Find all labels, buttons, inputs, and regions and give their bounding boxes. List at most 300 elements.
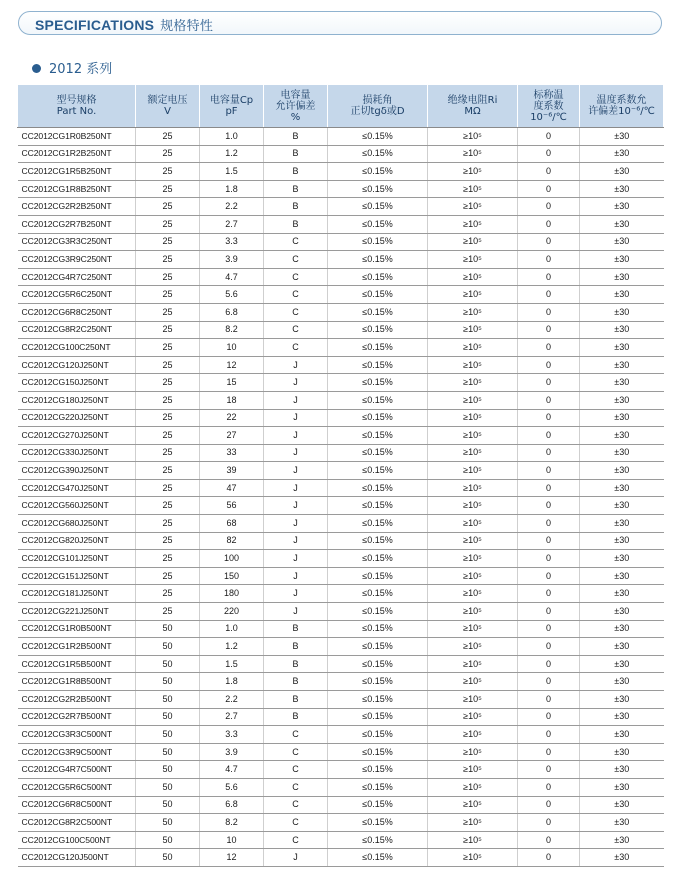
cell-temp-coefficient: 0 (518, 163, 580, 181)
cell-part-no: CC2012CG180J250NT (18, 391, 136, 409)
cell-part-no: CC2012CG680J250NT (18, 515, 136, 533)
cell-temp-coefficient: 0 (518, 814, 580, 832)
column-header-line: 损耗角 (362, 95, 393, 106)
cell-insulation-resistance: ≥10⁵ (428, 567, 518, 585)
cell-temp-coefficient: 0 (518, 479, 580, 497)
cell-temp-coefficient-tolerance: ±30 (580, 620, 664, 638)
cell-part-no: CC2012CG4R7C500NT (18, 761, 136, 779)
cell-capacitance: 3.9 (200, 251, 264, 269)
cell-tolerance: J (264, 409, 328, 427)
cell-insulation-resistance: ≥10⁵ (428, 849, 518, 867)
table-row (18, 655, 664, 673)
cell-dissipation-factor: ≤0.15% (328, 550, 428, 568)
cell-capacitance: 27 (200, 427, 264, 445)
cell-insulation-resistance: ≥10⁵ (428, 550, 518, 568)
cell-dissipation-factor: ≤0.15% (328, 497, 428, 515)
cell-dissipation-factor: ≤0.15% (328, 708, 428, 726)
cell-rated-voltage: 25 (136, 145, 200, 163)
table-body (18, 128, 664, 867)
cell-temp-coefficient-tolerance: ±30 (580, 163, 664, 181)
cell-temp-coefficient: 0 (518, 831, 580, 849)
cell-dissipation-factor: ≤0.15% (328, 180, 428, 198)
cell-rated-voltage: 25 (136, 268, 200, 286)
cell-dissipation-factor: ≤0.15% (328, 585, 428, 603)
cell-temp-coefficient-tolerance: ±30 (580, 180, 664, 198)
column-header-line: 额定电压 (147, 95, 188, 106)
cell-rated-voltage: 25 (136, 497, 200, 515)
table-row (18, 462, 664, 480)
cell-rated-voltage: 25 (136, 585, 200, 603)
cell-temp-coefficient: 0 (518, 215, 580, 233)
cell-tolerance: C (264, 321, 328, 339)
column-header-line: 允许偏差 (275, 100, 316, 112)
cell-dissipation-factor: ≤0.15% (328, 462, 428, 480)
table-row (18, 356, 664, 374)
cell-tolerance: J (264, 567, 328, 585)
column-header-line: 绝缘电阻Ri (447, 95, 498, 106)
cell-capacitance: 10 (200, 339, 264, 357)
cell-rated-voltage: 25 (136, 339, 200, 357)
cell-insulation-resistance: ≥10⁵ (428, 409, 518, 427)
cell-insulation-resistance: ≥10⁵ (428, 233, 518, 251)
column-header-line: % (290, 111, 301, 123)
table-row (18, 691, 664, 709)
cell-tolerance: J (264, 849, 328, 867)
cell-temp-coefficient: 0 (518, 233, 580, 251)
column-header-line: pF (225, 106, 238, 117)
cell-insulation-resistance: ≥10⁵ (428, 638, 518, 656)
cell-part-no: CC2012CG3R3C250NT (18, 233, 136, 251)
cell-insulation-resistance: ≥10⁵ (428, 603, 518, 621)
cell-rated-voltage: 25 (136, 233, 200, 251)
cell-dissipation-factor: ≤0.15% (328, 532, 428, 550)
cell-insulation-resistance: ≥10⁵ (428, 743, 518, 761)
table-row (18, 550, 664, 568)
table-row (18, 778, 664, 796)
cell-part-no: CC2012CG8R2C500NT (18, 814, 136, 832)
cell-capacitance: 4.7 (200, 268, 264, 286)
cell-tolerance: B (264, 180, 328, 198)
table-row (18, 726, 664, 744)
cell-temp-coefficient-tolerance: ±30 (580, 532, 664, 550)
cell-part-no: CC2012CG1R0B250NT (18, 128, 136, 146)
cell-tolerance: J (264, 532, 328, 550)
cell-insulation-resistance: ≥10⁵ (428, 339, 518, 357)
cell-part-no: CC2012CG150J250NT (18, 374, 136, 392)
table-row (18, 321, 664, 339)
cell-temp-coefficient-tolerance: ±30 (580, 479, 664, 497)
cell-part-no: CC2012CG3R9C500NT (18, 743, 136, 761)
cell-part-no: CC2012CG2R2B250NT (18, 198, 136, 216)
cell-insulation-resistance: ≥10⁵ (428, 831, 518, 849)
cell-temp-coefficient: 0 (518, 638, 580, 656)
cell-part-no: CC2012CG1R8B500NT (18, 673, 136, 691)
column-header-temp-coefficient-tolerance (580, 85, 664, 128)
cell-temp-coefficient: 0 (518, 603, 580, 621)
column-header-line: 许偏差10⁻⁶/℃ (588, 106, 655, 117)
column-header-tolerance (264, 85, 328, 128)
header-bar (18, 11, 662, 35)
table-row (18, 374, 664, 392)
cell-insulation-resistance: ≥10⁵ (428, 691, 518, 709)
cell-capacitance: 3.9 (200, 743, 264, 761)
table-row (18, 479, 664, 497)
cell-temp-coefficient-tolerance: ±30 (580, 303, 664, 321)
series-heading (32, 58, 112, 77)
cell-capacitance: 1.0 (200, 620, 264, 638)
cell-rated-voltage: 50 (136, 849, 200, 867)
column-header-line: V (164, 106, 171, 117)
cell-tolerance: C (264, 761, 328, 779)
cell-rated-voltage: 50 (136, 796, 200, 814)
cell-rated-voltage: 25 (136, 427, 200, 445)
cell-temp-coefficient: 0 (518, 180, 580, 198)
cell-part-no: CC2012CG1R5B500NT (18, 655, 136, 673)
cell-tolerance: B (264, 163, 328, 181)
cell-part-no: CC2012CG6R8C500NT (18, 796, 136, 814)
cell-temp-coefficient-tolerance: ±30 (580, 374, 664, 392)
cell-temp-coefficient-tolerance: ±30 (580, 198, 664, 216)
cell-insulation-resistance: ≥10⁵ (428, 515, 518, 533)
cell-capacitance: 1.8 (200, 180, 264, 198)
cell-capacitance: 47 (200, 479, 264, 497)
cell-temp-coefficient-tolerance: ±30 (580, 145, 664, 163)
cell-part-no: CC2012CG330J250NT (18, 444, 136, 462)
cell-rated-voltage: 25 (136, 251, 200, 269)
cell-tolerance: B (264, 215, 328, 233)
cell-insulation-resistance: ≥10⁵ (428, 708, 518, 726)
cell-rated-voltage: 50 (136, 691, 200, 709)
cell-insulation-resistance: ≥10⁵ (428, 479, 518, 497)
table-row (18, 620, 664, 638)
cell-insulation-resistance: ≥10⁵ (428, 391, 518, 409)
column-header-line: 度系数 (533, 100, 564, 112)
table-row (18, 391, 664, 409)
table-row (18, 814, 664, 832)
cell-capacitance: 5.6 (200, 778, 264, 796)
cell-insulation-resistance: ≥10⁵ (428, 462, 518, 480)
cell-capacitance: 15 (200, 374, 264, 392)
cell-rated-voltage: 50 (136, 655, 200, 673)
table-row (18, 743, 664, 761)
column-header-line: 标称温 (533, 89, 564, 101)
cell-rated-voltage: 50 (136, 620, 200, 638)
table-row (18, 673, 664, 691)
cell-part-no: CC2012CG120J250NT (18, 356, 136, 374)
cell-rated-voltage: 50 (136, 831, 200, 849)
cell-insulation-resistance: ≥10⁵ (428, 374, 518, 392)
cell-insulation-resistance: ≥10⁵ (428, 655, 518, 673)
cell-rated-voltage: 25 (136, 180, 200, 198)
cell-part-no: CC2012CG151J250NT (18, 567, 136, 585)
cell-rated-voltage: 25 (136, 286, 200, 304)
cell-capacitance: 1.2 (200, 145, 264, 163)
cell-temp-coefficient: 0 (518, 462, 580, 480)
cell-part-no: CC2012CG221J250NT (18, 603, 136, 621)
table-row (18, 215, 664, 233)
table-row (18, 796, 664, 814)
cell-dissipation-factor: ≤0.15% (328, 215, 428, 233)
cell-tolerance: C (264, 778, 328, 796)
cell-part-no: CC2012CG1R8B250NT (18, 180, 136, 198)
cell-temp-coefficient-tolerance: ±30 (580, 251, 664, 269)
cell-part-no: CC2012CG1R5B250NT (18, 163, 136, 181)
cell-rated-voltage: 25 (136, 374, 200, 392)
cell-temp-coefficient-tolerance: ±30 (580, 778, 664, 796)
cell-temp-coefficient: 0 (518, 849, 580, 867)
table-row (18, 532, 664, 550)
cell-capacitance: 6.8 (200, 796, 264, 814)
cell-temp-coefficient: 0 (518, 409, 580, 427)
cell-temp-coefficient-tolerance: ±30 (580, 743, 664, 761)
cell-part-no: CC2012CG2R7B250NT (18, 215, 136, 233)
cell-tolerance: C (264, 303, 328, 321)
cell-tolerance: B (264, 655, 328, 673)
cell-rated-voltage: 50 (136, 743, 200, 761)
cell-part-no: CC2012CG1R2B250NT (18, 145, 136, 163)
cell-insulation-resistance: ≥10⁵ (428, 497, 518, 515)
cell-rated-voltage: 25 (136, 532, 200, 550)
table-row (18, 638, 664, 656)
cell-tolerance: C (264, 339, 328, 357)
cell-temp-coefficient-tolerance: ±30 (580, 673, 664, 691)
cell-temp-coefficient: 0 (518, 303, 580, 321)
cell-capacitance: 10 (200, 831, 264, 849)
cell-temp-coefficient: 0 (518, 691, 580, 709)
cell-capacitance: 12 (200, 849, 264, 867)
cell-temp-coefficient-tolerance: ±30 (580, 761, 664, 779)
cell-insulation-resistance: ≥10⁵ (428, 796, 518, 814)
table-row (18, 427, 664, 445)
cell-dissipation-factor: ≤0.15% (328, 655, 428, 673)
cell-temp-coefficient: 0 (518, 128, 580, 146)
table-row (18, 761, 664, 779)
cell-temp-coefficient-tolerance: ±30 (580, 550, 664, 568)
cell-part-no: CC2012CG1R0B500NT (18, 620, 136, 638)
cell-rated-voltage: 25 (136, 444, 200, 462)
table-row (18, 286, 664, 304)
cell-rated-voltage: 25 (136, 356, 200, 374)
cell-rated-voltage: 50 (136, 708, 200, 726)
cell-insulation-resistance: ≥10⁵ (428, 532, 518, 550)
cell-dissipation-factor: ≤0.15% (328, 673, 428, 691)
cell-temp-coefficient: 0 (518, 743, 580, 761)
cell-insulation-resistance: ≥10⁵ (428, 444, 518, 462)
cell-tolerance: B (264, 638, 328, 656)
cell-rated-voltage: 50 (136, 778, 200, 796)
cell-temp-coefficient: 0 (518, 567, 580, 585)
cell-rated-voltage: 25 (136, 128, 200, 146)
cell-tolerance: J (264, 497, 328, 515)
cell-temp-coefficient: 0 (518, 796, 580, 814)
cell-temp-coefficient-tolerance: ±30 (580, 444, 664, 462)
cell-part-no: CC2012CG2R7B500NT (18, 708, 136, 726)
table-header-row (18, 85, 664, 128)
cell-part-no: CC2012CG120J500NT (18, 849, 136, 867)
cell-insulation-resistance: ≥10⁵ (428, 145, 518, 163)
cell-temp-coefficient-tolerance: ±30 (580, 638, 664, 656)
cell-insulation-resistance: ≥10⁵ (428, 427, 518, 445)
cell-rated-voltage: 25 (136, 550, 200, 568)
cell-temp-coefficient: 0 (518, 532, 580, 550)
column-header-line: 电容量 (280, 89, 311, 101)
cell-rated-voltage: 25 (136, 391, 200, 409)
cell-capacitance: 180 (200, 585, 264, 603)
cell-temp-coefficient-tolerance: ±30 (580, 691, 664, 709)
cell-dissipation-factor: ≤0.15% (328, 603, 428, 621)
cell-dissipation-factor: ≤0.15% (328, 251, 428, 269)
cell-insulation-resistance: ≥10⁵ (428, 251, 518, 269)
cell-temp-coefficient: 0 (518, 585, 580, 603)
cell-capacitance: 22 (200, 409, 264, 427)
cell-temp-coefficient: 0 (518, 726, 580, 744)
cell-dissipation-factor: ≤0.15% (328, 303, 428, 321)
cell-tolerance: J (264, 444, 328, 462)
cell-part-no: CC2012CG8R2C250NT (18, 321, 136, 339)
cell-temp-coefficient-tolerance: ±30 (580, 339, 664, 357)
cell-temp-coefficient: 0 (518, 268, 580, 286)
cell-insulation-resistance: ≥10⁵ (428, 321, 518, 339)
cell-tolerance: C (264, 251, 328, 269)
table-row (18, 603, 664, 621)
column-header-line: 10⁻⁶/℃ (530, 111, 567, 123)
cell-dissipation-factor: ≤0.15% (328, 620, 428, 638)
cell-rated-voltage: 25 (136, 479, 200, 497)
cell-temp-coefficient-tolerance: ±30 (580, 708, 664, 726)
cell-part-no: CC2012CG470J250NT (18, 479, 136, 497)
cell-capacitance: 1.2 (200, 638, 264, 656)
cell-tolerance: C (264, 743, 328, 761)
cell-dissipation-factor: ≤0.15% (328, 268, 428, 286)
cell-tolerance: J (264, 356, 328, 374)
cell-tolerance: B (264, 620, 328, 638)
cell-insulation-resistance: ≥10⁵ (428, 814, 518, 832)
column-header-dissipation-factor (328, 85, 428, 128)
cell-dissipation-factor: ≤0.15% (328, 427, 428, 445)
cell-rated-voltage: 25 (136, 198, 200, 216)
table-row (18, 409, 664, 427)
page-title (35, 15, 213, 34)
cell-rated-voltage: 50 (136, 726, 200, 744)
cell-capacitance: 2.7 (200, 708, 264, 726)
table-row (18, 831, 664, 849)
cell-tolerance: B (264, 691, 328, 709)
cell-tolerance: B (264, 673, 328, 691)
cell-part-no: CC2012CG270J250NT (18, 427, 136, 445)
cell-temp-coefficient-tolerance: ±30 (580, 427, 664, 445)
cell-capacitance: 5.6 (200, 286, 264, 304)
cell-temp-coefficient: 0 (518, 251, 580, 269)
cell-rated-voltage: 25 (136, 567, 200, 585)
cell-tolerance: C (264, 286, 328, 304)
table-row (18, 585, 664, 603)
cell-temp-coefficient-tolerance: ±30 (580, 585, 664, 603)
cell-tolerance: C (264, 268, 328, 286)
cell-dissipation-factor: ≤0.15% (328, 374, 428, 392)
cell-rated-voltage: 25 (136, 303, 200, 321)
cell-part-no: CC2012CG3R9C250NT (18, 251, 136, 269)
cell-rated-voltage: 25 (136, 163, 200, 181)
cell-capacitance: 1.5 (200, 163, 264, 181)
cell-capacitance: 6.8 (200, 303, 264, 321)
cell-part-no: CC2012CG390J250NT (18, 462, 136, 480)
cell-part-no: CC2012CG5R6C500NT (18, 778, 136, 796)
cell-part-no: CC2012CG5R6C250NT (18, 286, 136, 304)
cell-temp-coefficient-tolerance: ±30 (580, 603, 664, 621)
cell-insulation-resistance: ≥10⁵ (428, 673, 518, 691)
cell-dissipation-factor: ≤0.15% (328, 163, 428, 181)
table-row (18, 567, 664, 585)
cell-insulation-resistance: ≥10⁵ (428, 356, 518, 374)
table-row (18, 515, 664, 533)
cell-insulation-resistance: ≥10⁵ (428, 215, 518, 233)
cell-temp-coefficient: 0 (518, 444, 580, 462)
cell-temp-coefficient: 0 (518, 673, 580, 691)
cell-temp-coefficient-tolerance: ±30 (580, 409, 664, 427)
column-header-line: Part No. (56, 106, 97, 117)
cell-temp-coefficient: 0 (518, 427, 580, 445)
cell-capacitance: 2.2 (200, 691, 264, 709)
cell-capacitance: 3.3 (200, 233, 264, 251)
cell-temp-coefficient: 0 (518, 321, 580, 339)
cell-dissipation-factor: ≤0.15% (328, 391, 428, 409)
cell-tolerance: B (264, 145, 328, 163)
cell-dissipation-factor: ≤0.15% (328, 691, 428, 709)
cell-rated-voltage: 50 (136, 814, 200, 832)
cell-tolerance: J (264, 374, 328, 392)
cell-temp-coefficient-tolerance: ±30 (580, 128, 664, 146)
cell-temp-coefficient: 0 (518, 515, 580, 533)
cell-temp-coefficient-tolerance: ±30 (580, 321, 664, 339)
cell-capacitance: 1.8 (200, 673, 264, 691)
cell-insulation-resistance: ≥10⁵ (428, 180, 518, 198)
cell-temp-coefficient-tolerance: ±30 (580, 726, 664, 744)
title-chinese: 规格特性 (160, 19, 214, 34)
cell-temp-coefficient-tolerance: ±30 (580, 268, 664, 286)
cell-part-no: CC2012CG100C500NT (18, 831, 136, 849)
cell-dissipation-factor: ≤0.15% (328, 286, 428, 304)
cell-temp-coefficient: 0 (518, 374, 580, 392)
cell-temp-coefficient: 0 (518, 286, 580, 304)
cell-rated-voltage: 50 (136, 761, 200, 779)
cell-temp-coefficient-tolerance: ±30 (580, 462, 664, 480)
cell-temp-coefficient: 0 (518, 497, 580, 515)
cell-rated-voltage: 25 (136, 409, 200, 427)
cell-part-no: CC2012CG820J250NT (18, 532, 136, 550)
cell-temp-coefficient-tolerance: ±30 (580, 233, 664, 251)
cell-rated-voltage: 50 (136, 638, 200, 656)
cell-capacitance: 220 (200, 603, 264, 621)
cell-temp-coefficient-tolerance: ±30 (580, 849, 664, 867)
cell-tolerance: C (264, 814, 328, 832)
cell-part-no: CC2012CG3R3C500NT (18, 726, 136, 744)
cell-tolerance: B (264, 198, 328, 216)
column-header-line: 电容量Cp (209, 95, 254, 106)
table-row (18, 339, 664, 357)
cell-capacitance: 1.5 (200, 655, 264, 673)
cell-temp-coefficient: 0 (518, 655, 580, 673)
table-row (18, 251, 664, 269)
cell-dissipation-factor: ≤0.15% (328, 743, 428, 761)
cell-capacitance: 4.7 (200, 761, 264, 779)
table-row (18, 268, 664, 286)
table-row (18, 180, 664, 198)
cell-tolerance: J (264, 479, 328, 497)
cell-insulation-resistance: ≥10⁵ (428, 761, 518, 779)
cell-tolerance: C (264, 233, 328, 251)
cell-part-no: CC2012CG6R8C250NT (18, 303, 136, 321)
column-header-line: 温度系数允 (596, 95, 647, 106)
